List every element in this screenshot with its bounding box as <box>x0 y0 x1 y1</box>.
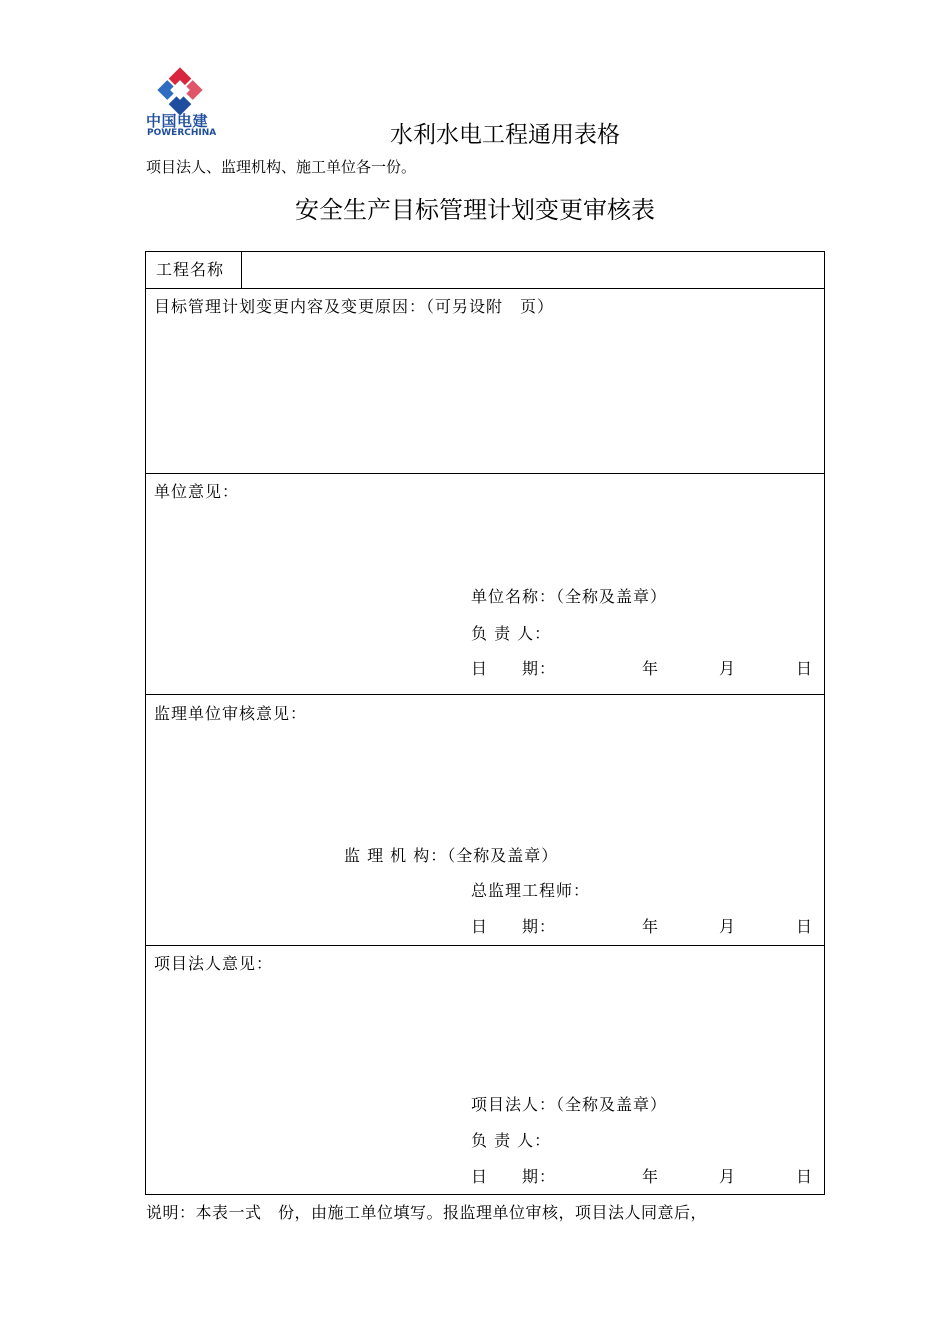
copies-note: 项目法人、监理机构、施工单位各一份。 <box>146 158 417 176</box>
logo-chinese-text: 中国电建 <box>146 112 209 130</box>
unit-day-label: 日 <box>796 659 814 678</box>
supervision-year-label: 年 <box>642 917 660 936</box>
change-content-label: 目标管理计划变更内容及变更原因：（可另设附 页） <box>154 297 555 316</box>
owner-date-label: 日 期： <box>471 1167 557 1186</box>
project-name-field[interactable] <box>250 257 810 281</box>
unit-opinion-label: 单位意见： <box>154 482 240 501</box>
row-divider <box>146 694 824 695</box>
unit-date-label: 日 期： <box>471 659 557 678</box>
form-table <box>145 251 825 1195</box>
row-divider <box>146 473 824 474</box>
supervision-date-label: 日 期： <box>471 917 557 936</box>
owner-day-label: 日 <box>796 1167 814 1186</box>
owner-person-label: 负 责 人： <box>471 1131 552 1150</box>
series-title: 水利水电工程通用表格 <box>390 122 620 148</box>
chief-engineer-label: 总监理工程师： <box>471 881 591 900</box>
unit-year-label: 年 <box>642 659 660 678</box>
owner-opinion-label: 项目法人意见： <box>154 954 274 973</box>
project-name-label: 工程名称 <box>156 260 225 279</box>
unit-name-label: 单位名称：（全称及盖章） <box>471 587 668 606</box>
owner-name-label: 项目法人：（全称及盖章） <box>471 1095 668 1114</box>
row-divider <box>146 288 824 289</box>
supervision-org-label: 监 理 机 构：（全称及盖章） <box>344 846 559 865</box>
project-name-divider <box>241 252 242 288</box>
owner-month-label: 月 <box>719 1167 737 1186</box>
row-divider <box>146 945 824 946</box>
logo-english-text: POWERCHINA <box>147 128 217 138</box>
supervision-opinion-label: 监理单位审核意见： <box>154 704 308 723</box>
owner-year-label: 年 <box>642 1167 660 1186</box>
footer-note: 说明：本表一式 份，由施工单位填写。报监理单位审核，项目法人同意后， <box>146 1203 708 1222</box>
form-title: 安全生产目标管理计划变更审核表 <box>295 196 655 224</box>
supervision-month-label: 月 <box>719 917 737 936</box>
unit-month-label: 月 <box>719 659 737 678</box>
supervision-day-label: 日 <box>796 917 814 936</box>
unit-person-label: 负 责 人： <box>471 624 552 643</box>
